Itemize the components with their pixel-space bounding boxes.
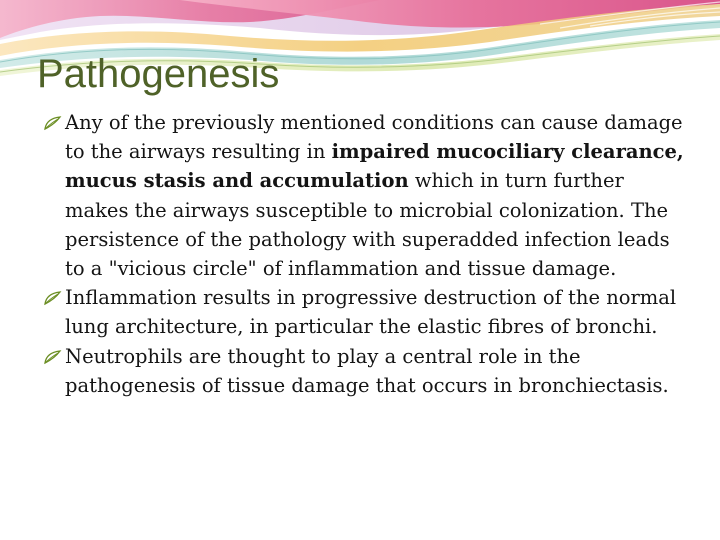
bullet-item <box>44 283 684 341</box>
slide-title: Pathogenesis <box>37 52 280 96</box>
leaf-arrow-icon <box>44 115 62 131</box>
bullet-item <box>44 342 684 400</box>
bullet-item <box>44 108 684 283</box>
bullet-text: which in turn further makes the airways susceptible to microbial colonization. The persistence of the pathology with superadded infection leads to a "vicious circle" of inflammation and tissue damage. <box>65 169 670 281</box>
bullet-text-bold: impaired mucociliary clearance, mucus stasis and accumulation <box>65 140 684 193</box>
bullet-text: Inflammation results in progressive destruction of the normal lung architecture, in particular the elastic fibres of bronchi. <box>65 286 677 339</box>
leaf-arrow-icon <box>44 349 62 365</box>
leaf-arrow-icon <box>44 290 62 306</box>
bullet-list <box>44 108 684 400</box>
bullet-text: Any of the previously mentioned conditions can cause damage to the airways resulting in <box>65 111 683 164</box>
bullet-text: Neutrophils are thought to play a central role in the pathogenesis of tissue damage that occurs in bronchiectasis. <box>65 344 669 397</box>
